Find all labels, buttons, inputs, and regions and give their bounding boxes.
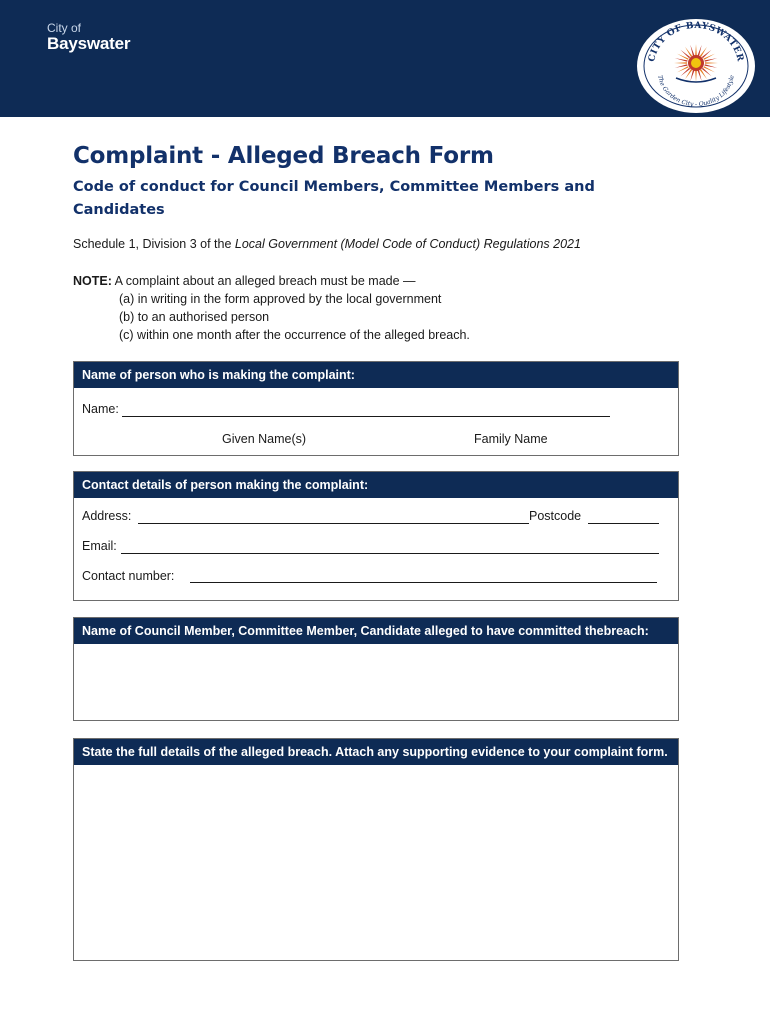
- seal-bottom-text: The Garden City - Quality Lifestyle: [656, 74, 736, 109]
- page-subtitle: Code of conduct for Council Members, Committee Members and Candidates: [73, 179, 595, 218]
- given-name-caption: Given Name(s): [222, 432, 307, 446]
- postcode-field[interactable]: [588, 523, 659, 524]
- respondent-section: [73, 617, 679, 721]
- page-title: Complaint - Alleged Breach Form: [73, 143, 494, 169]
- respondent-heading: Name of Council Member, Committee Member, Candidate alleged to have committed thebreach:: [74, 618, 678, 644]
- note-block: [73, 272, 470, 344]
- schedule-reference: [73, 237, 581, 251]
- complainant-heading: Name of person who is making the complaint:: [74, 362, 678, 388]
- address-field[interactable]: [138, 523, 529, 524]
- note-item-b: (b) to an authorised person: [119, 310, 270, 324]
- details-heading: State the full details of the alleged breach. Attach any supporting evidence to your complaint form.: [74, 739, 678, 765]
- details-field[interactable]: [74, 783, 678, 960]
- respondent-field[interactable]: [74, 662, 678, 720]
- city-logo: [47, 22, 130, 52]
- address-label: Address:: [82, 509, 132, 523]
- contact-number-field[interactable]: [190, 582, 657, 583]
- name-field[interactable]: [122, 416, 610, 417]
- postcode-label: Postcode: [529, 509, 582, 523]
- email-label: Email:: [82, 539, 117, 553]
- note-item-a: (a) in writing in the form approved by the local government: [119, 292, 442, 306]
- family-name-caption: Family Name: [474, 432, 548, 446]
- logo-bayswater: Bayswater: [47, 34, 131, 53]
- email-field[interactable]: [121, 553, 659, 554]
- contact-heading: Contact details of person making the complaint:: [74, 472, 678, 498]
- contact-number-label: Contact number:: [82, 569, 175, 583]
- schedule-prefix: Schedule 1, Division 3 of the: [73, 237, 235, 251]
- note-label: NOTE:: [73, 274, 112, 288]
- contact-section: [73, 471, 679, 601]
- seal-top-text: CITY OF BAYSWATER: [647, 20, 745, 63]
- schedule-regulation: Local Government (Model Code of Conduct) Regulations 2021: [234, 237, 581, 251]
- details-section: [73, 738, 679, 961]
- note-item-c: (c) within one month after the occurrence of the alleged breach.: [119, 328, 470, 342]
- header-banner: [0, 0, 770, 117]
- complainant-section: [73, 361, 679, 456]
- note-lead: A complaint about an alleged breach must be made —: [111, 274, 416, 288]
- logo-city-of: City of: [47, 21, 82, 35]
- city-seal-icon: [636, 16, 756, 114]
- name-label: Name:: [82, 402, 119, 416]
